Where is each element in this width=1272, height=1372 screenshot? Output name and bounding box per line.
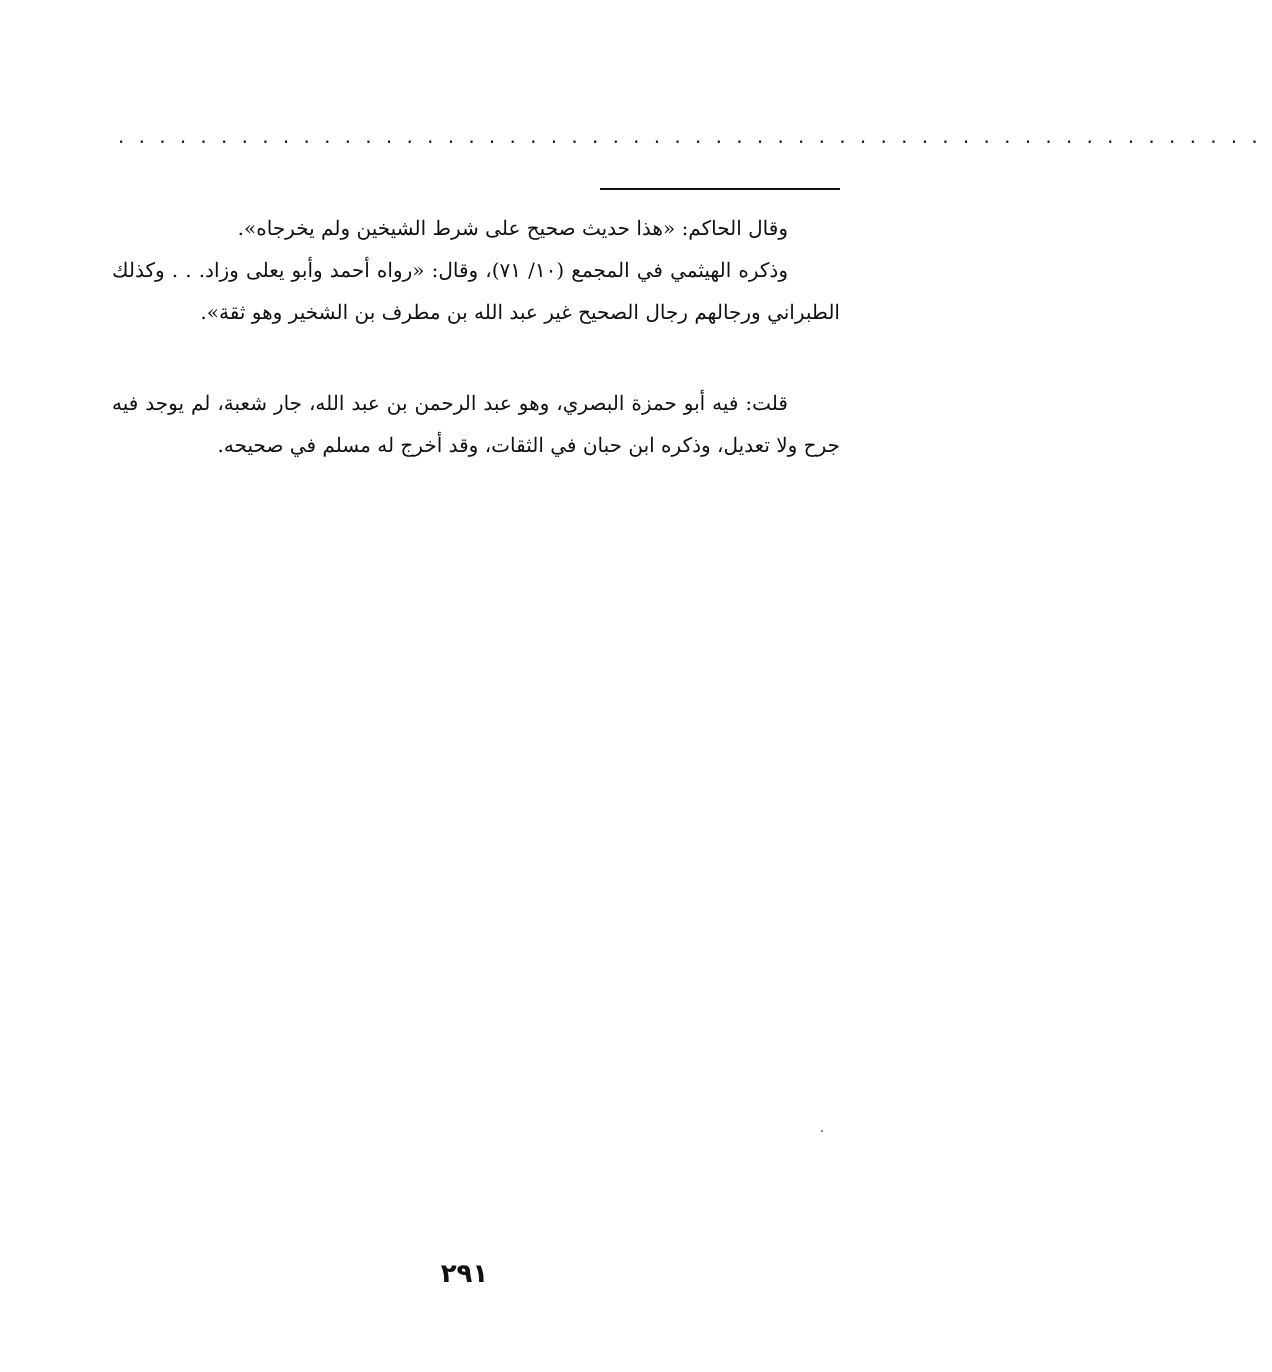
author-note-paragraph: قلت: فيه أبو حمزة البصري، وهو عبد الرحمن بن عبد الله، جار شعبة، لم يوجد فيه جرح ولا تعديل، وذكره ابن حبان في الثقات، وقد أخرج له مسلم في صحيحه. <box>112 391 840 457</box>
footnote-divider <box>600 188 840 190</box>
page-number: ٢٩١ <box>440 1259 489 1289</box>
scan-speck <box>821 1130 823 1132</box>
author-note-block <box>112 382 840 466</box>
hakim-quote-paragraph: وقال الحاكم: «هذا حديث صحيح على شرط الشيخين ولم يخرجاه». <box>237 216 788 240</box>
hadith-commentary-block <box>112 207 840 333</box>
haythami-quote-paragraph: وذكره الهيثمي في المجمع (١٠/ ٧١)، وقال: «رواه أحمد وأبو يعلى وزاد. . . وكذلك الطبراني ورجالهم رجال الصحيح غير عبد الله بن مطرف بن الشخير وهو ثقة». <box>112 258 840 324</box>
dotted-separator: ........................................................ <box>118 124 1272 148</box>
